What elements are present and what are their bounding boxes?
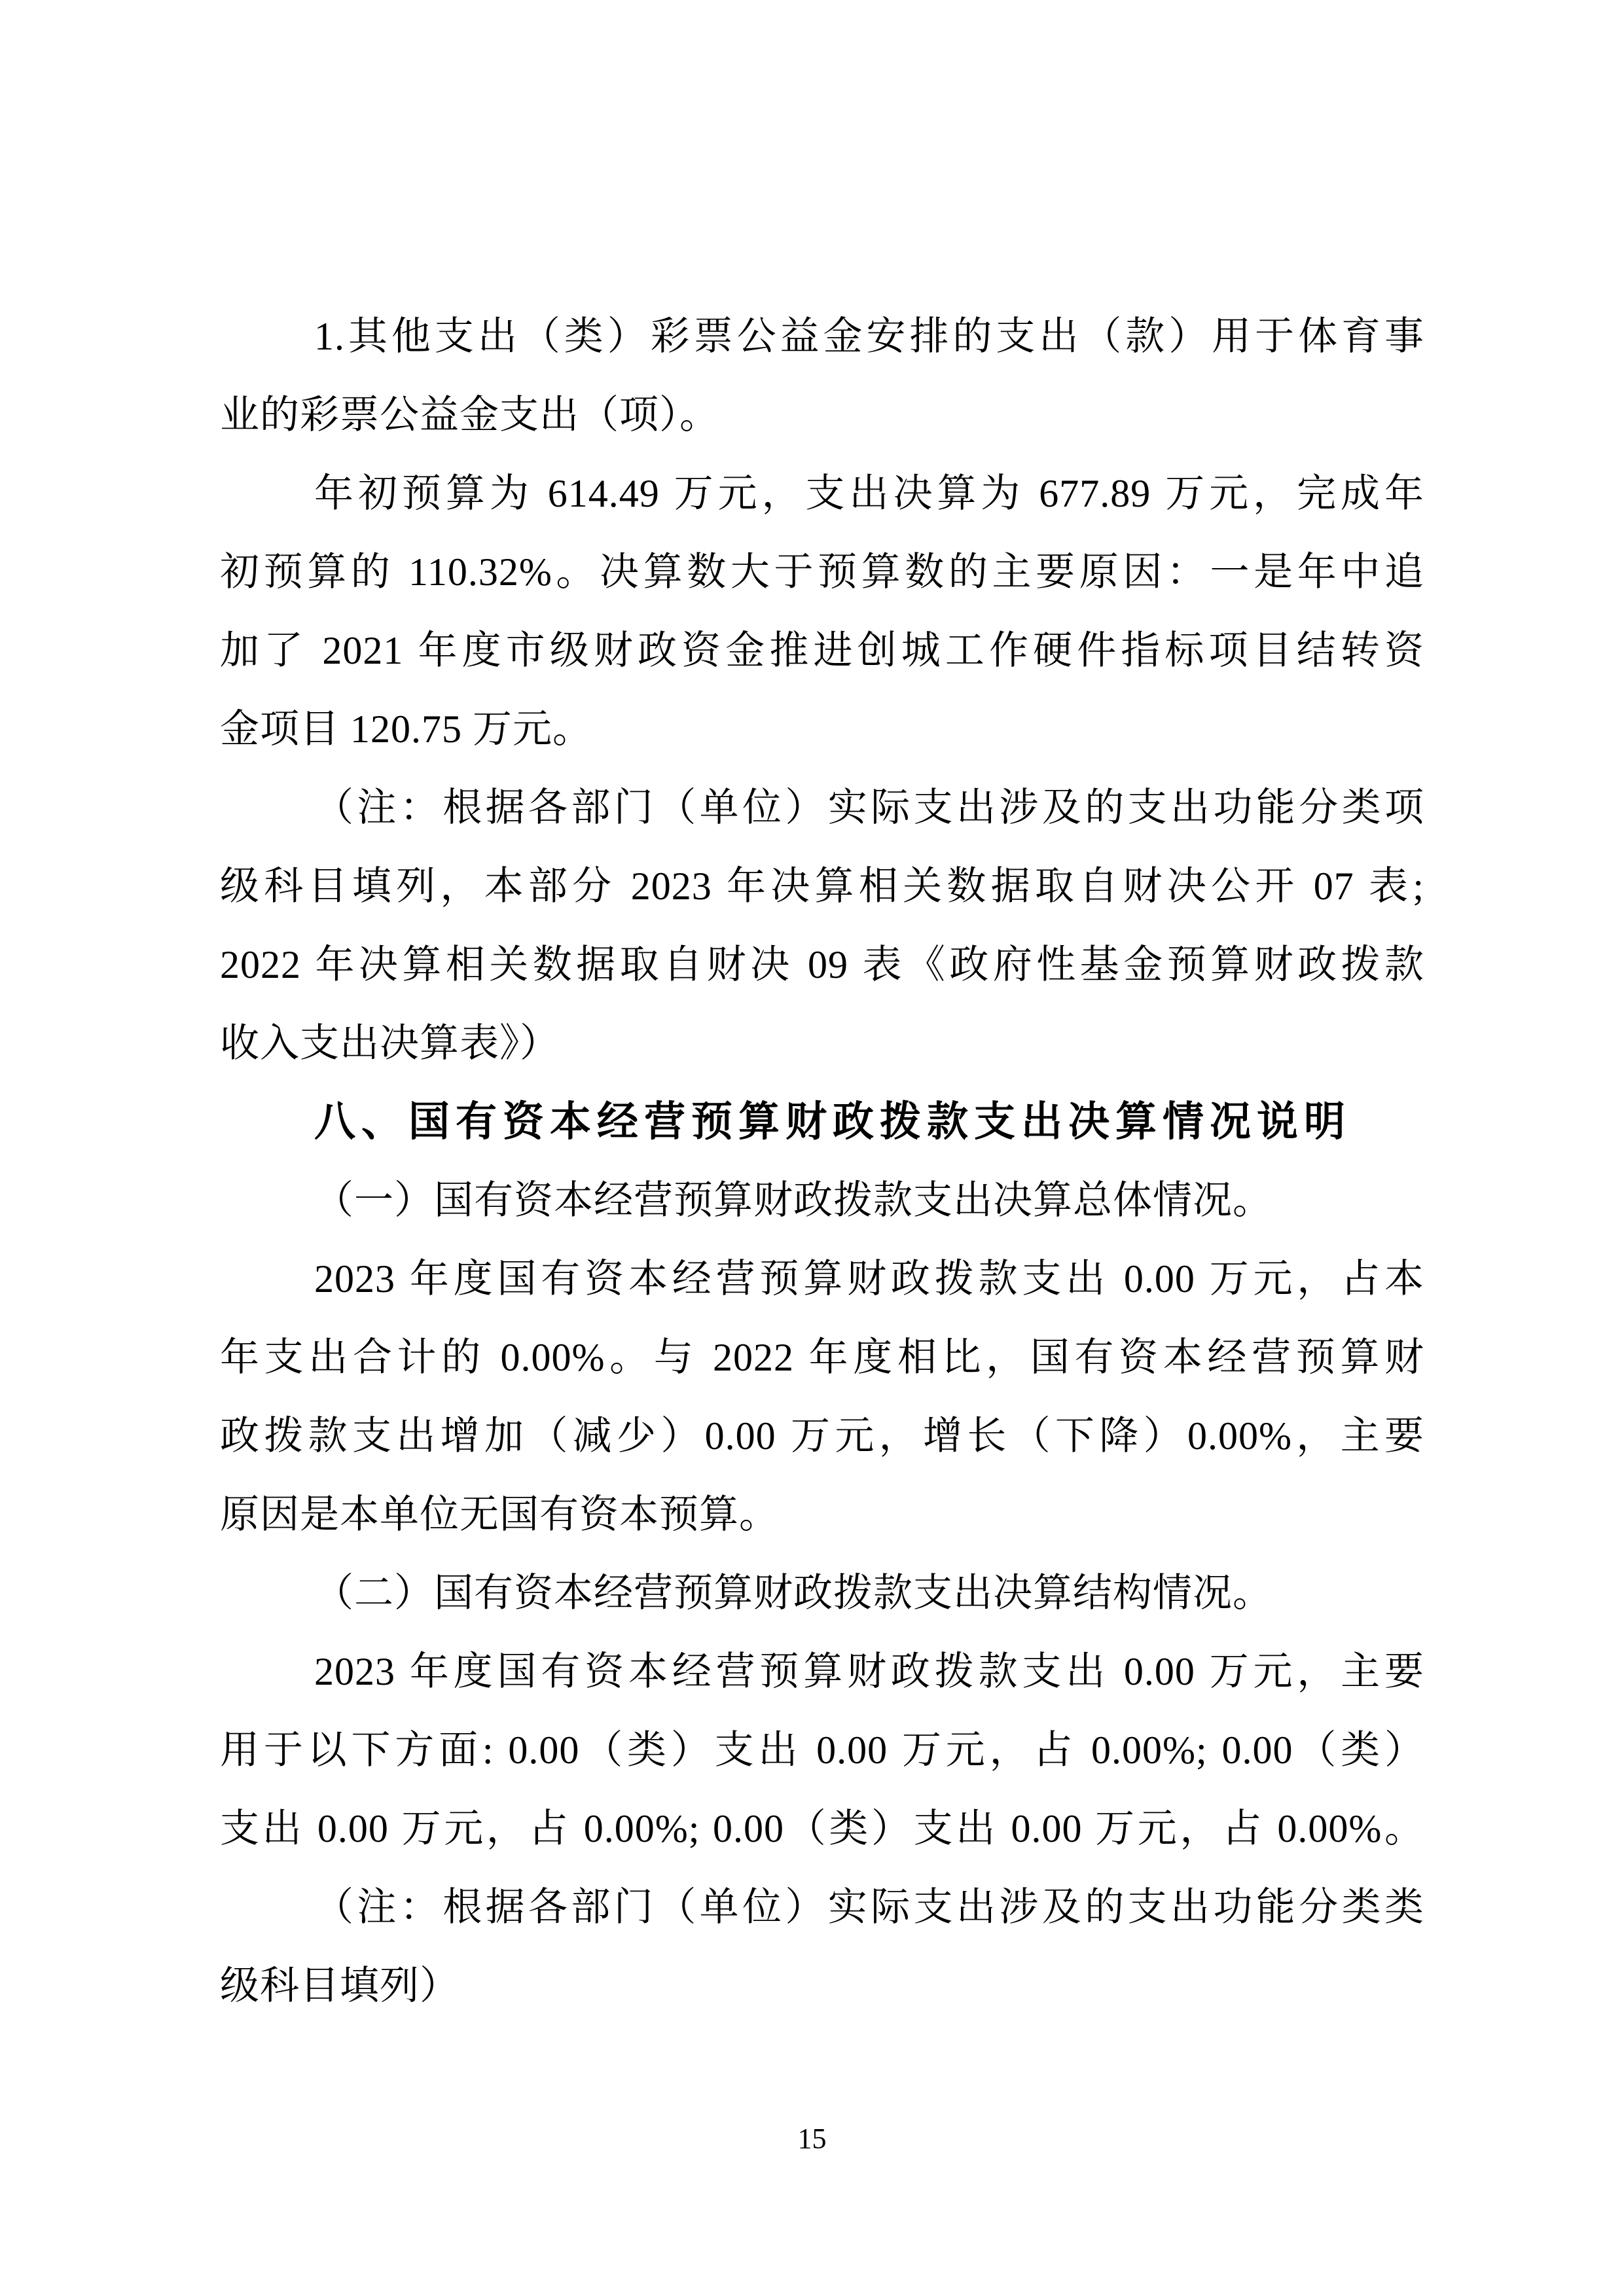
page-number: 15	[797, 2123, 827, 2155]
text-line: 级科目填列）	[220, 1964, 460, 2007]
text-line: （注：根据各部门（单位）实际支出涉及的支出功能分类项	[314, 786, 1424, 829]
text-line: 支出 0.00 万元，占 0.00%; 0.00（类）支出 0.00 万元，占 0.00%。	[220, 1807, 1424, 1850]
text-line: 业的彩票公益金支出（项）。	[220, 393, 719, 437]
text-line: 2022 年决算相关数据取自财决 09 表《政府性基金预算财政拨款	[220, 943, 1424, 986]
text-line: 金项目 120.75 万元。	[220, 708, 592, 751]
text-line: 初预算的 110.32%。决算数大于预算数的主要原因：一是年中追	[220, 550, 1424, 594]
text-line: 政拨款支出增加（减少）0.00 万元，增长（下降）0.00%，主要	[220, 1414, 1424, 1458]
text-line: 级科目填列，本部分 2023 年决算相关数据取自财决公开 07 表;	[220, 865, 1424, 908]
text-line: 用于以下方面: 0.00（类）支出 0.00 万元，占 0.00%; 0.00（类）	[220, 1729, 1424, 1772]
text-line: 1.其他支出（类）彩票公益金安排的支出（款）用于体育事	[314, 315, 1424, 358]
text-line: 年支出合计的 0.00%。与 2022 年度相比，国有资本经营预算财	[220, 1336, 1424, 1379]
text-line: 年初预算为 614.49 万元，支出决算为 677.89 万元，完成年	[314, 472, 1424, 515]
text-line: 2023 年度国有资本经营预算财政拨款支出 0.00 万元，占本	[314, 1257, 1424, 1300]
subsection-heading: （二）国有资本经营预算财政拨款支出决算结构情况。	[314, 1571, 1272, 1615]
text-line: 收入支出决算表》）	[220, 1022, 560, 1065]
subsection-heading: （一）国有资本经营预算财政拨款支出决算总体情况。	[314, 1179, 1272, 1222]
text-line: 加了 2021 年度市级财政资金推进创城工作硬件指标项目结转资	[220, 629, 1424, 672]
section-heading: 八、国有资本经营预算财政拨款支出决算情况说明	[314, 1099, 1351, 1145]
text-line: （注：根据各部门（单位）实际支出涉及的支出功能分类类	[314, 1886, 1424, 1929]
document-body	[220, 297, 1424, 2025]
text-line: 原因是本单位无国有资本预算。	[220, 1493, 779, 1536]
text-line: 2023 年度国有资本经营预算财政拨款支出 0.00 万元，主要	[314, 1650, 1424, 1693]
